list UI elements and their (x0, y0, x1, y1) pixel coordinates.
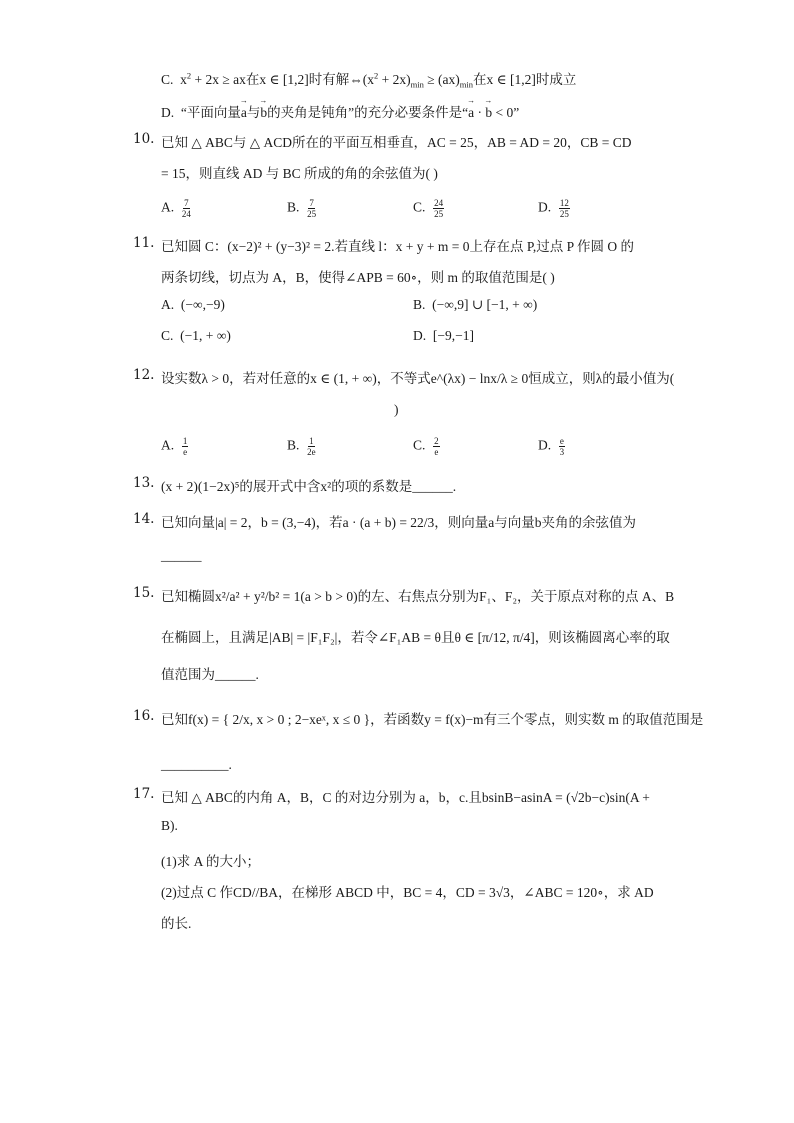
q13-stem: (x + 2)(1−2x)⁵的展开式中含x²的项的系数是______. (161, 479, 457, 494)
q10-number: 10. (133, 131, 155, 147)
q9-option-d: D. “平面向量→ a与→ b的夹角是钝角”的充分必要条件是“→ a · → b < 0” (161, 101, 519, 121)
q15-stem-line2: 在椭圆上，且满足|AB| = |F₁F₂|，若令∠F₁AB = θ且θ ∈ [π/12, π/4]，则该椭圆离心率的取 (161, 630, 670, 645)
option-label: A. (161, 437, 175, 453)
q14-stem: 已知向量|a| = 2，b = (3,−4)，若a · (a + b) = 22/3，则向量a与向量b夹角的余弦值为 (161, 515, 637, 530)
option-text: [−9,−1] (432, 328, 474, 343)
fraction (182, 436, 189, 457)
q17-part1: (1)求 A 的大小； (161, 854, 260, 869)
q12-option-b (287, 436, 317, 457)
q10-stem-line2: = 15，则直线 AD 与 BC 所成的角的余弦值为( ) (161, 166, 438, 181)
fraction (307, 198, 316, 219)
q16-number: 16. (133, 708, 155, 724)
numerator: 12 (559, 198, 569, 208)
option-label: D. (413, 328, 427, 343)
q12-option-d (538, 436, 566, 457)
denominator: 24 (181, 209, 191, 219)
option-label: C. (161, 72, 174, 87)
option-label: B. (287, 437, 300, 453)
q11-option-d (413, 328, 474, 344)
q14-answer-blank: ______ (161, 548, 202, 563)
q10-option-c (413, 198, 445, 219)
q12-stem-line1: 设实数λ > 0，若对任意的x ∈ (1, + ∞)，不等式e^(λx) − lnx/λ ≥ 0恒成立，则λ的最小值为( (161, 371, 675, 386)
q10-option-a (161, 198, 192, 219)
q12-option-a (161, 436, 189, 457)
q10-option-d (538, 198, 571, 219)
denominator: 3 (559, 447, 565, 457)
option-label: C. (413, 199, 426, 215)
numerator: 7 (309, 198, 314, 208)
option-text: (−1, + ∞) (180, 328, 231, 343)
numerator: 1 (182, 436, 188, 446)
denominator: 25 (307, 209, 317, 219)
option-label: A. (161, 297, 175, 312)
q17-part2-line1: (2)过点 C 作CD//BA，在梯形 ABCD 中，BC = 4，CD = 3√3，∠ABC = 120∘，求 AD (161, 885, 654, 900)
q12-option-c (413, 436, 441, 457)
option-label: D. (161, 105, 175, 120)
q16-answer-blank: __________. (161, 757, 232, 772)
numerator: 24 (434, 198, 444, 208)
numerator: 2 (434, 436, 439, 446)
denominator: e (183, 447, 188, 457)
q12-stem-line2: ) (394, 402, 399, 417)
q17-number: 17. (133, 786, 155, 802)
fraction (182, 198, 191, 219)
numerator: 7 (184, 198, 189, 208)
q13-number: 13. (133, 475, 155, 491)
option-text: (−∞,9] ∪ [−1, + ∞) (432, 297, 538, 312)
q16-stem: 已知f(x) = { 2/x, x > 0 ; 2−xeˣ, x ≤ 0 }，若函数y = f(x)−m有三个零点，则实数 m 的取值范围是 (161, 712, 704, 727)
numerator: 1 (309, 436, 314, 446)
q10-option-b (287, 198, 317, 219)
q15-stem-line1: 已知椭圆x²/a² + y²/b² = 1(a > b > 0)的左、右焦点分别为F₁、F₂，关于原点对称的点 A、B (161, 589, 675, 604)
q11-option-b (413, 297, 537, 313)
denominator: 25 (559, 209, 569, 219)
q17-stem-line1: 已知 △ ABC的内角 A，B，C 的对边分别为 a，b，c.且bsinB−asinA = (√2b−c)sin(A + (161, 790, 650, 805)
q9-option-c: C. $x^2 + 2x$ ≥ ax在x ∈ [1,2]时有解$\Leftrightarrow(x^2 + 2x)_{min} \ge (ax)_{min}$在x ∈ [1,2]时成立 (161, 70, 577, 90)
fraction (433, 436, 440, 457)
q14-number: 14. (133, 511, 155, 527)
fraction (559, 198, 570, 219)
q17-part2-line2: 的长. (161, 916, 192, 931)
fraction (433, 198, 444, 219)
q17-stem-line2: B). (161, 818, 178, 833)
numerator: e (559, 436, 564, 446)
option-label: D. (538, 199, 552, 215)
q11-stem-line2: 两条切线，切点为 A，B，使得∠APB = 60∘，则 m 的取值范围是( ) (161, 270, 555, 285)
q15-stem-line3: 值范围为______. (161, 667, 259, 682)
q12-number: 12. (133, 367, 155, 383)
q10-stem-line1: 已知 △ ABC与 △ ACD所在的平面互相垂直，AC = 25，AB = AD = 20，CB = CD (161, 135, 632, 150)
option-label: D. (538, 437, 552, 453)
q11-option-a (161, 297, 225, 313)
q15-number: 15. (133, 585, 155, 601)
option-label: B. (287, 199, 300, 215)
option-label: C. (161, 328, 174, 343)
fraction (307, 436, 316, 457)
q11-number: 11. (133, 235, 155, 251)
option-label: A. (161, 199, 175, 215)
denominator: e (434, 447, 439, 457)
option-text: (−∞,−9) (180, 297, 225, 312)
denominator: 2e (307, 447, 316, 457)
option-label: B. (413, 297, 426, 312)
option-label: C. (413, 437, 426, 453)
denominator: 25 (434, 209, 444, 219)
q11-stem-line1: 已知圆 C：(x−2)² + (y−3)² = 2.若直线 l：x + y + m = 0上存在点 P,过点 P 作圆 O 的 (161, 239, 635, 254)
fraction (559, 436, 565, 457)
q11-option-c (161, 328, 231, 344)
